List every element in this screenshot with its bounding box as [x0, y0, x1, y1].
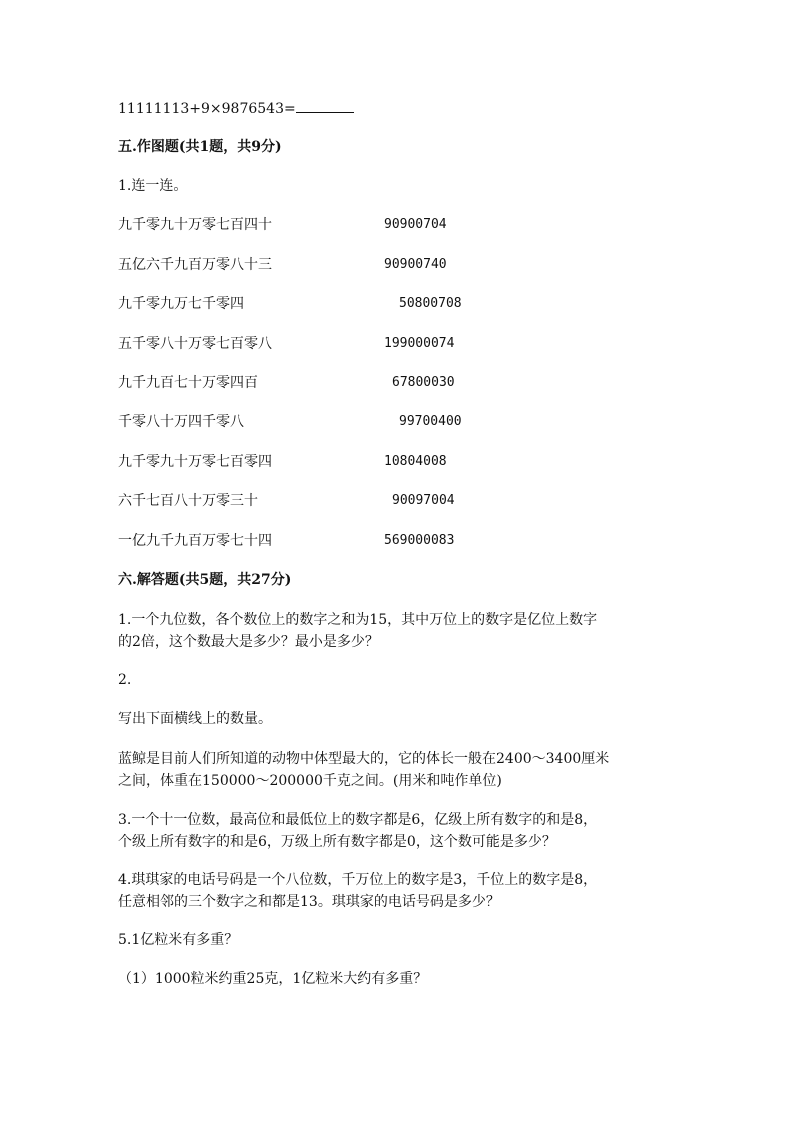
match-row — [118, 412, 738, 432]
match-right[interactable]: 90097004 — [392, 493, 455, 508]
match-row — [118, 452, 738, 472]
match-left[interactable]: 九千九百七十万零四百 — [118, 375, 258, 391]
match-row — [118, 215, 738, 235]
q1-line: 1.一个九位数，各个数位上的数字之和为15，其中万位上的数字是亿位上数字 — [118, 612, 598, 628]
q4-line: 4.琪琪家的电话号码是一个八位数，千万位上的数字是3，千位上的数字是8， — [118, 872, 598, 888]
q2-line: 蓝鲸是目前人们所知道的动物中体型最大的，它的体长一般在2400～3400厘米 — [118, 751, 610, 767]
match-left[interactable]: 九千零九十万零七百零四 — [118, 454, 272, 470]
match-left[interactable]: 五千零八十万零七百零八 — [118, 336, 272, 352]
match-right[interactable]: 199000074 — [384, 336, 455, 351]
section6-q2-body — [118, 748, 678, 792]
answer-blank[interactable] — [296, 98, 354, 113]
section5-title: 五.作图题(共1题，共9分) — [118, 139, 282, 155]
match-left[interactable]: 九千零九万七千零四 — [118, 296, 244, 312]
q3-line: 3.一个十一位数，最高位和最低位上的数字都是6，亿级上所有数字的和是8， — [118, 812, 598, 828]
match-right[interactable]: 10804008 — [384, 454, 447, 469]
q2-line: 之间，体重在150000～200000千克之间。(用米和吨作单位) — [118, 773, 502, 789]
match-row — [118, 373, 738, 393]
q3-line: 个级上所有数字的和是6，万级上所有数字都是0，这个数可能是多少？ — [118, 834, 556, 850]
top-equation — [118, 98, 354, 119]
section6-q1 — [118, 609, 678, 653]
match-left[interactable]: 六千七百八十万零三十 — [118, 493, 258, 509]
match-row — [118, 294, 738, 314]
match-right[interactable]: 90900740 — [384, 257, 447, 272]
section6-q4 — [118, 869, 678, 913]
match-row — [118, 491, 738, 511]
section6-q2-intro: 写出下面横线上的数量。 — [118, 711, 272, 727]
section6-title: 六.解答题(共5题，共27分) — [118, 572, 292, 588]
match-row — [118, 334, 738, 354]
match-left[interactable]: 一亿九千九百万零七十四 — [118, 533, 272, 549]
match-right[interactable]: 50800708 — [399, 296, 462, 311]
match-left[interactable]: 五亿六千九百万零八十三 — [118, 257, 272, 273]
equation-text: 11111113+9×9876543= — [118, 101, 296, 117]
match-right[interactable]: 99700400 — [399, 414, 462, 429]
section6-q5-title: 5.1亿粒米有多重？ — [118, 932, 239, 948]
q4-line: 任意相邻的三个数字之和都是13。琪琪家的电话号码是多少？ — [118, 894, 500, 910]
match-row — [118, 531, 738, 551]
match-left[interactable]: 千零八十万四千零八 — [118, 414, 244, 430]
q1-line: 的2倍，这个数最大是多少？最小是多少？ — [118, 634, 379, 650]
section6-q2-number: 2. — [118, 672, 132, 688]
section5-q1-label: 1.连一连。 — [118, 178, 188, 194]
section6-q3 — [118, 809, 678, 853]
match-right[interactable]: 569000083 — [384, 533, 455, 548]
match-right[interactable]: 67800030 — [392, 375, 455, 390]
section6-q5-sub1: （1）1000粒米约重25克，1亿粒米大约有多重？ — [118, 971, 428, 987]
match-right[interactable]: 90900704 — [384, 217, 447, 232]
match-left[interactable]: 九千零九十万零七百四十 — [118, 217, 272, 233]
match-row — [118, 255, 738, 275]
